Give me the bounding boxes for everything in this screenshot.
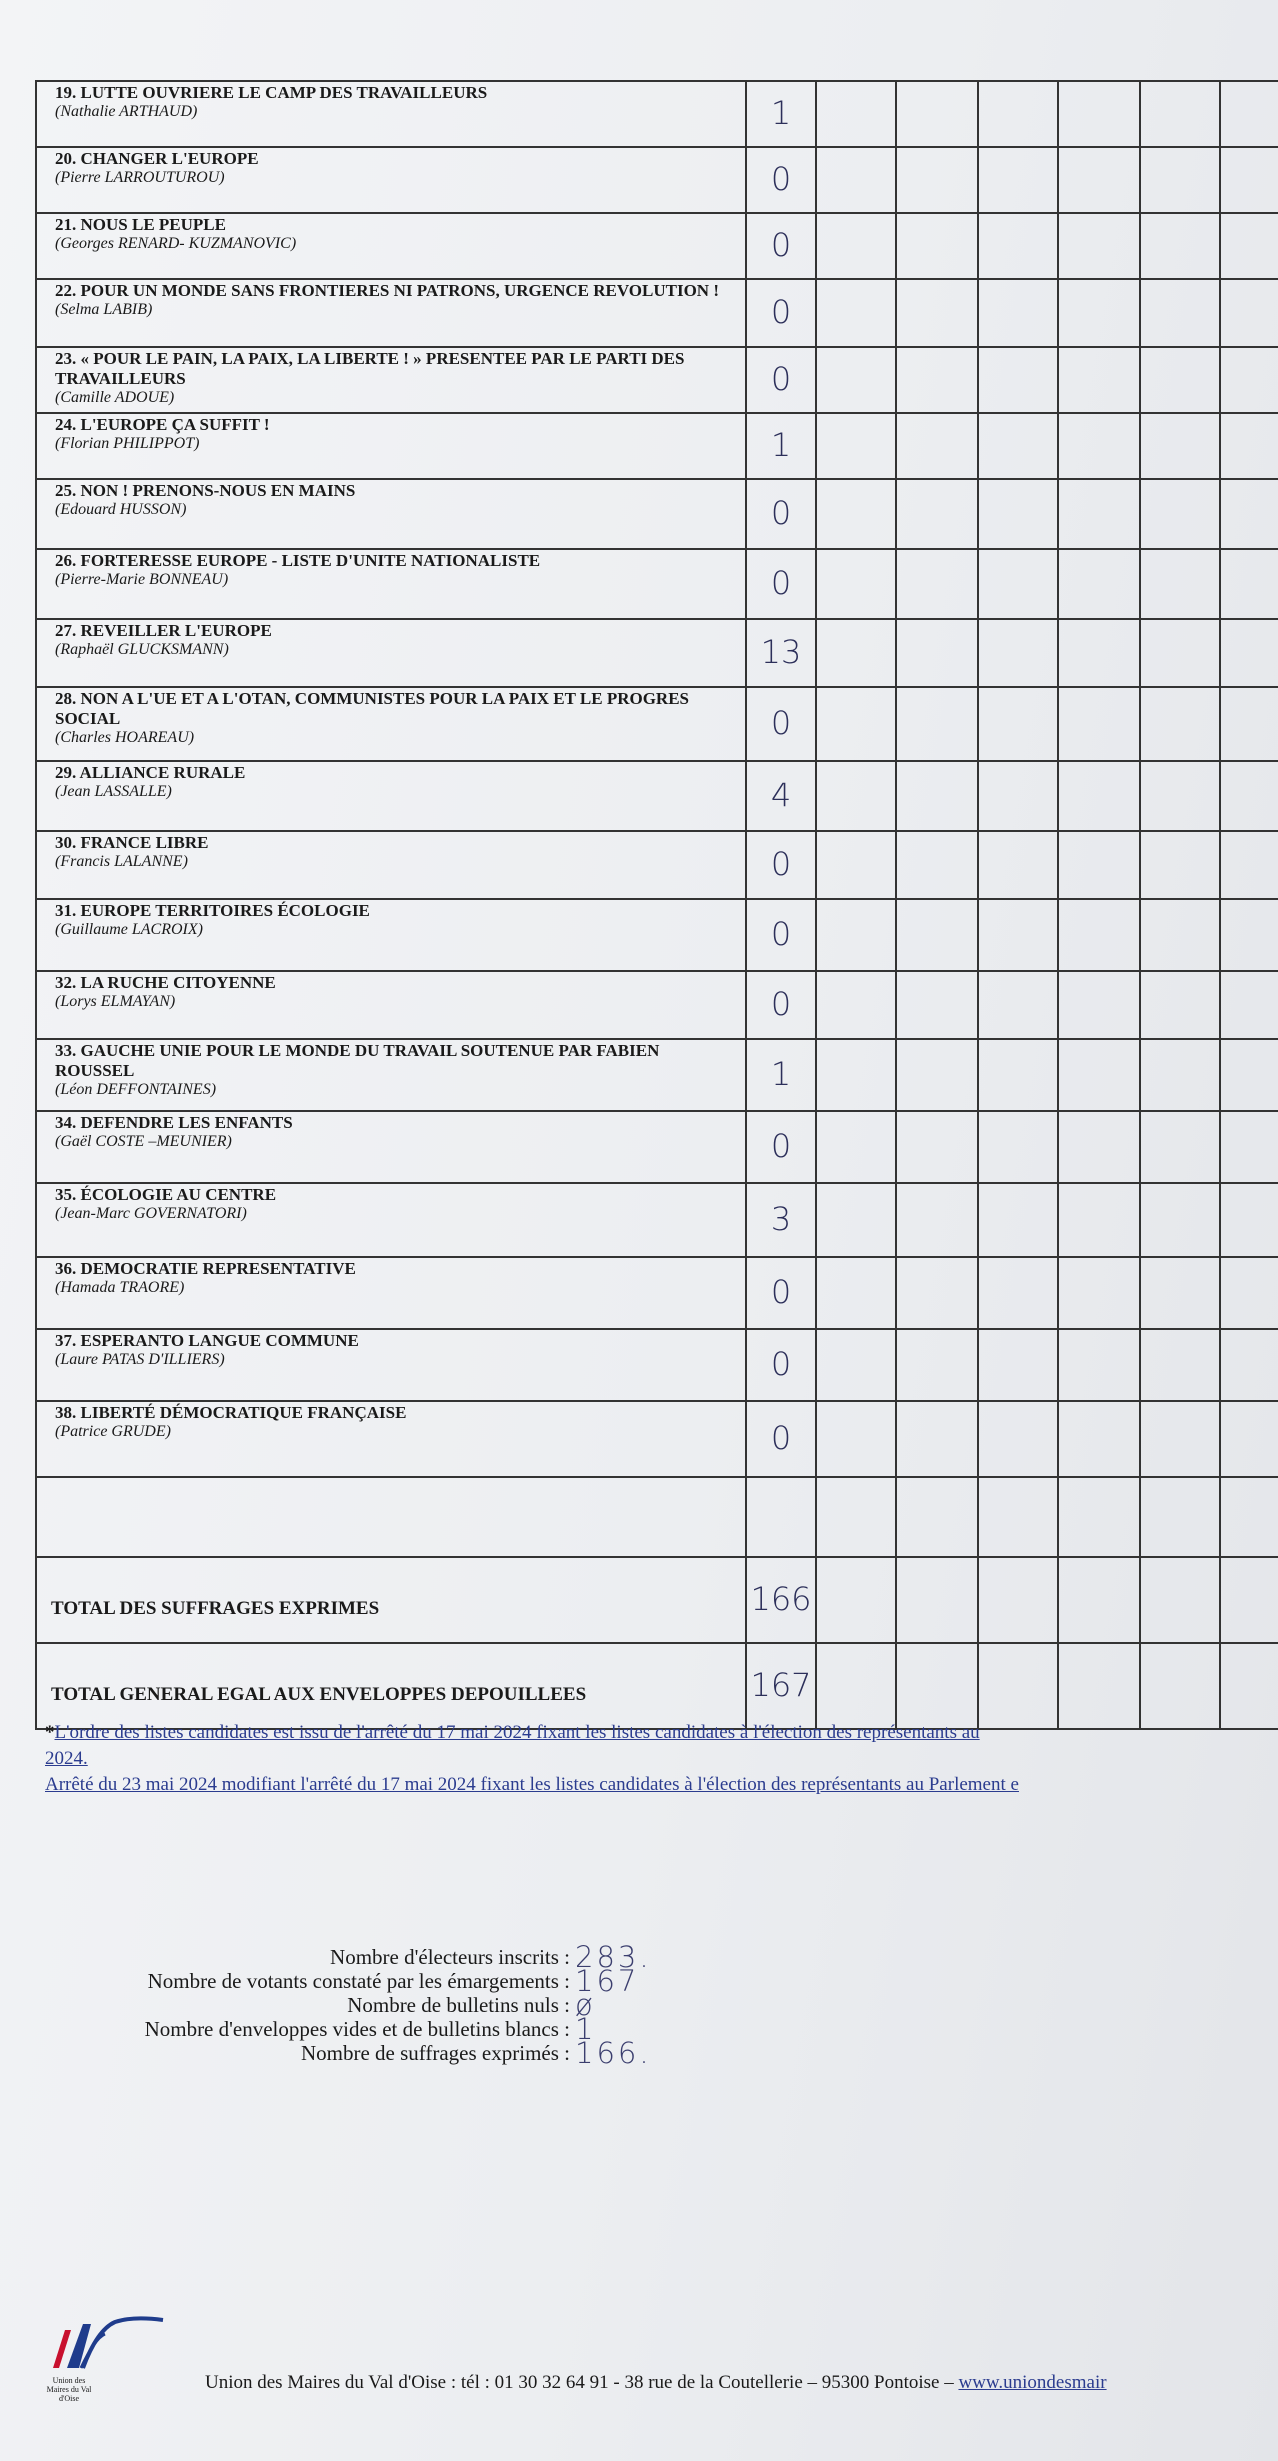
empty-column-divider [895,278,897,346]
vote-count: 167 [747,1642,817,1728]
list-head-candidate: (Gaël COSTE –MEUNIER) [55,1133,232,1150]
empty-column-divider [895,1400,897,1476]
list-row [35,80,1278,148]
empty-column-divider [1219,618,1221,686]
list-head-candidate: (Nathalie ARTHAUD) [55,103,198,120]
footnote-line-3: Arrêté du 23 mai 2024 modifiant l'arrêté du 17 mai 2024 fixant les listes candidates à l'élection des représentants au Parlement e [45,1774,1019,1795]
stat-value: 283. [575,1940,652,1974]
list-row [35,686,1278,762]
empty-column-divider [1219,212,1221,278]
empty-column-divider [1219,1256,1221,1328]
empty-column-divider [977,1476,979,1556]
empty-column-divider [1219,278,1221,346]
list-row [35,1182,1278,1258]
stat-label: Nombre de bulletins nuls : [347,1993,570,2017]
list-title: 36. DEMOCRATIE REPRESENTATIVE [55,1259,356,1278]
empty-column-divider [1139,1182,1141,1256]
empty-column-divider [1139,1110,1141,1182]
footnote-line-2: 2024. [45,1748,88,1769]
vote-count: 1 [747,1038,817,1110]
vote-count: 0 [747,212,817,278]
expressed-label: TOTAL DES SUFFRAGES EXPRIMES [51,1598,380,1619]
empty-column-divider [1139,478,1141,548]
empty-column-divider [1057,1256,1059,1328]
empty-column-divider [1219,412,1221,478]
empty-column-divider [1219,830,1221,898]
empty-column-divider [1057,1328,1059,1400]
list-name-cell [35,478,747,548]
empty-column-divider [895,898,897,970]
empty-column-divider [977,1642,979,1728]
general-label: TOTAL GENERAL EGAL AUX ENVELOPPES DEPOUILLEES [51,1684,587,1705]
vote-count: 1 [747,412,817,478]
empty-column-divider [1057,1642,1059,1728]
empty-column-divider [895,1328,897,1400]
list-name-cell [35,212,747,278]
empty-column-divider [977,898,979,970]
empty-column-divider [1219,1400,1221,1476]
empty-column-divider [1139,548,1141,618]
empty-column-divider [977,686,979,760]
empty-column-divider [977,1110,979,1182]
empty-column-divider [1219,1038,1221,1110]
list-title: 28. NON A L'UE ET A L'OTAN, COMMUNISTES POUR LA PAIX ET LE PROGRES SOCIAL [55,689,689,728]
list-head-candidate: (Hamada TRAORE) [55,1279,185,1296]
empty-column-divider [1139,686,1141,760]
empty-column-divider [1139,80,1141,146]
list-head-candidate: (Selma LABIB) [55,301,153,318]
list-title: 22. POUR UN MONDE SANS FRONTIERES NI PATRONS, URGENCE REVOLUTION ! [55,281,719,300]
list-head-candidate: (Georges RENARD- KUZMANOVIC) [55,235,297,252]
empty-column-divider [1139,1476,1141,1556]
empty-column-divider [1219,686,1221,760]
empty-column-divider [977,548,979,618]
empty-column-divider [1219,1476,1221,1556]
list-name-cell [35,412,747,478]
empty-column-divider [977,346,979,412]
list-title: 20. CHANGER L'EUROPE [55,149,259,168]
empty-column-divider [895,1038,897,1110]
list-title: 38. LIBERTÉ DÉMOCRATIQUE FRANÇAISE [55,1403,407,1422]
empty-column-divider [895,1556,897,1642]
list-head-candidate: (Lorys ELMAYAN) [55,993,176,1010]
empty-column-divider [977,278,979,346]
list-name-cell [35,1182,747,1256]
logo-caption: Union des Maires du Val d'Oise [46,2376,92,2403]
list-title: 21. NOUS LE PEUPLE [55,215,226,234]
empty-column-divider [977,212,979,278]
stat-label: Nombre de suffrages exprimés : [300,2041,570,2065]
empty-column-divider [1219,548,1221,618]
empty-column-divider [1057,478,1059,548]
stat-label: Nombre d'électeurs inscrits : [330,1945,570,1969]
empty-column-divider [1219,970,1221,1038]
empty-column-divider [1219,478,1221,548]
list-head-candidate: (Patrice GRUDE) [55,1423,171,1440]
stat-row [30,1964,730,1998]
empty-column-divider [1139,146,1141,212]
vote-count: 0 [747,146,817,212]
stat-value: 1 [575,2012,597,2046]
list-name-cell [35,830,747,898]
empty-column-divider [895,618,897,686]
list-row [35,278,1278,348]
list-row [35,412,1278,480]
empty-column-divider [895,686,897,760]
list-name-cell [35,80,747,146]
vote-count: 0 [747,1256,817,1328]
list-title: 34. DEFENDRE LES ENFANTS [55,1113,293,1132]
list-row [35,478,1278,550]
list-row [35,618,1278,688]
empty-column-divider [1057,1038,1059,1110]
empty-column-divider [1219,1110,1221,1182]
empty-column-divider [977,146,979,212]
list-name-cell [35,1110,747,1182]
vote-count: 0 [747,1328,817,1400]
empty-column-divider [977,970,979,1038]
list-name-cell [35,760,747,830]
empty-column-divider [895,548,897,618]
vote-count: 3 [747,1182,817,1256]
list-head-candidate: (Pierre LARROUTUROU) [55,169,225,186]
empty-column-divider [1057,1110,1059,1182]
list-name-cell [35,1476,747,1556]
empty-column-divider [1057,830,1059,898]
empty-column-divider [1139,1642,1141,1728]
list-row [35,1256,1278,1330]
vote-count: 4 [747,760,817,830]
stat-value: ø [575,1988,596,2022]
list-name-cell [35,346,747,412]
list-title: 30. FRANCE LIBRE [55,833,209,852]
empty-column-divider [895,1476,897,1556]
vote-count: 0 [747,898,817,970]
vote-count: 0 [747,686,817,760]
empty-column-divider [977,618,979,686]
list-name-cell [35,278,747,346]
list-row [35,346,1278,414]
empty-column-divider [1139,1256,1141,1328]
empty-column-divider [895,346,897,412]
list-name-cell [35,1328,747,1400]
list-title: 32. LA RUCHE CITOYENNE [55,973,276,992]
list-row [35,1400,1278,1478]
list-name-cell [35,1038,747,1110]
list-title: 37. ESPERANTO LANGUE COMMUNE [55,1331,359,1350]
vote-count: 0 [747,1110,817,1182]
list-name-cell [35,618,747,686]
list-title: 24. L'EUROPE ÇA SUFFIT ! [55,415,270,434]
vote-count: 0 [747,278,817,346]
stat-row [30,1988,730,2022]
empty-column-divider [1057,618,1059,686]
empty-column-divider [1219,898,1221,970]
list-row [35,146,1278,214]
empty-column-divider [1139,1328,1141,1400]
empty-column-divider [1139,1038,1141,1110]
list-head-candidate: (Camille ADOUE) [55,389,175,406]
empty-column-divider [895,412,897,478]
list-head-candidate: (Jean-Marc GOVERNATORI) [55,1205,247,1222]
empty-column-divider [1057,80,1059,146]
footer-address-text: Union des Maires du Val d'Oise : tél : 01 30 32 64 91 - 38 rue de la Coutellerie – 95300 Pontoise – [205,2372,959,2393]
vote-count: 13 [747,618,817,686]
list-row [35,898,1278,972]
vote-count: 0 [747,970,817,1038]
list-head-candidate: (Laure PATAS D'ILLIERS) [55,1351,225,1368]
list-row [35,1476,1278,1558]
empty-column-divider [1057,548,1059,618]
list-name-cell [35,1400,747,1476]
empty-column-divider [895,760,897,830]
vote-count: 166 [747,1556,817,1642]
list-name-cell [35,548,747,618]
list-title: 35. ÉCOLOGIE AU CENTRE [55,1185,277,1204]
empty-column-divider [1219,1642,1221,1728]
empty-column-divider [895,146,897,212]
list-head-candidate: (Léon DEFFONTAINES) [55,1081,217,1098]
stat-value: 166. [575,2036,652,2070]
empty-column-divider [1139,412,1141,478]
list-title: 29. ALLIANCE RURALE [55,763,246,782]
vote-count: 0 [747,548,817,618]
footer-address [205,2372,1107,2394]
empty-column-divider [1057,760,1059,830]
list-row [35,760,1278,832]
list-title: 25. NON ! PRENONS-NOUS EN MAINS [55,481,356,500]
list-title: 26. FORTERESSE EUROPE - LISTE D'UNITE NATIONALISTE [55,551,541,570]
vote-count: 0 [747,1400,817,1476]
empty-column-divider [1057,686,1059,760]
empty-column-divider [1219,1182,1221,1256]
list-name-cell [35,686,747,760]
vote-count: 0 [747,346,817,412]
list-head-candidate: (Francis LALANNE) [55,853,188,870]
empty-column-divider [895,830,897,898]
list-row [35,830,1278,900]
empty-column-divider [977,412,979,478]
total-row [35,1642,1278,1730]
empty-column-divider [1219,1328,1221,1400]
footnote-line-1: L'ordre des listes candidates est issu de l'arrêté du 17 mai 2024 fixant les listes candidates à l'élection des représentants au [54,1722,980,1743]
list-head-candidate: (Florian PHILIPPOT) [55,435,200,452]
empty-column-divider [1219,146,1221,212]
list-name-cell [35,1256,747,1328]
empty-column-divider [1219,346,1221,412]
list-row [35,970,1278,1040]
empty-column-divider [977,1038,979,1110]
vote-count [747,1476,817,1556]
empty-column-divider [895,80,897,146]
empty-column-divider [977,1328,979,1400]
empty-column-divider [895,1182,897,1256]
empty-column-divider [895,1256,897,1328]
empty-column-divider [1057,146,1059,212]
list-name-cell [35,1556,747,1642]
list-title: 31. EUROPE TERRITOIRES ÉCOLOGIE [55,901,370,920]
empty-column-divider [977,1182,979,1256]
list-title: 19. LUTTE OUVRIERE LE CAMP DES TRAVAILLEURS [55,83,488,102]
empty-column-divider [1219,1556,1221,1642]
list-head-candidate: (Guillaume LACROIX) [55,921,203,938]
empty-column-divider [1057,1556,1059,1642]
stat-row [30,2036,730,2070]
empty-column-divider [1057,412,1059,478]
footer-website-link[interactable]: www.uniondesmair [958,2372,1107,2393]
empty-column-divider [895,1110,897,1182]
summary-stats [30,1940,730,2070]
empty-column-divider [1139,212,1141,278]
list-title: 33. GAUCHE UNIE POUR LE MONDE DU TRAVAIL SOUTENUE PAR FABIEN ROUSSEL [55,1041,660,1080]
empty-column-divider [895,212,897,278]
vote-count: 0 [747,830,817,898]
empty-column-divider [977,830,979,898]
empty-column-divider [895,478,897,548]
footnote-star: * [45,1722,55,1743]
list-row [35,548,1278,620]
empty-column-divider [1057,1476,1059,1556]
empty-column-divider [1057,970,1059,1038]
stat-label: Nombre d'enveloppes vides et de bulletins blancs : [144,2017,570,2041]
stat-label: Nombre de votants constaté par les émargements : [147,1969,570,1993]
list-name-cell [35,1642,747,1728]
list-title: 23. « POUR LE PAIN, LA PAIX, LA LIBERTE ! » PRESENTEE PAR LE PARTI DES TRAVAILLEURS [55,349,685,388]
list-head-candidate: (Charles HOAREAU) [55,729,195,746]
empty-column-divider [1139,278,1141,346]
list-head-candidate: (Jean LASSALLE) [55,783,172,800]
empty-column-divider [1057,212,1059,278]
empty-column-divider [1139,1556,1141,1642]
list-row [35,1110,1278,1184]
list-name-cell [35,898,747,970]
empty-column-divider [1057,1400,1059,1476]
stat-value: 167 [575,1964,640,1998]
empty-column-divider [1057,278,1059,346]
list-head-candidate: (Pierre-Marie BONNEAU) [55,571,229,588]
empty-column-divider [1057,1182,1059,1256]
empty-column-divider [1057,898,1059,970]
empty-column-divider [977,1256,979,1328]
empty-column-divider [977,1400,979,1476]
empty-column-divider [1139,618,1141,686]
empty-column-divider [1219,80,1221,146]
empty-column-divider [977,1556,979,1642]
empty-column-divider [977,760,979,830]
empty-column-divider [1139,760,1141,830]
empty-column-divider [1219,760,1221,830]
footer [0,2310,1278,2403]
empty-column-divider [1057,346,1059,412]
vote-count: 1 [747,80,817,146]
empty-column-divider [1139,898,1141,970]
list-row [35,1038,1278,1112]
empty-column-divider [1139,1400,1141,1476]
list-name-cell [35,146,747,212]
empty-column-divider [895,970,897,1038]
list-name-cell [35,970,747,1038]
list-row [35,1328,1278,1402]
footnote [45,1720,1278,1798]
list-head-candidate: (Edouard HUSSON) [55,501,187,518]
empty-column-divider [895,1642,897,1728]
total-row [35,1556,1278,1644]
empty-column-divider [1139,346,1141,412]
empty-column-divider [977,80,979,146]
empty-column-divider [1139,970,1141,1038]
list-title: 27. REVEILLER L'EUROPE [55,621,272,640]
empty-column-divider [1139,830,1141,898]
list-row [35,212,1278,280]
empty-column-divider [977,478,979,548]
list-head-candidate: (Raphaël GLUCKSMANN) [55,641,229,658]
vote-count: 0 [747,478,817,548]
